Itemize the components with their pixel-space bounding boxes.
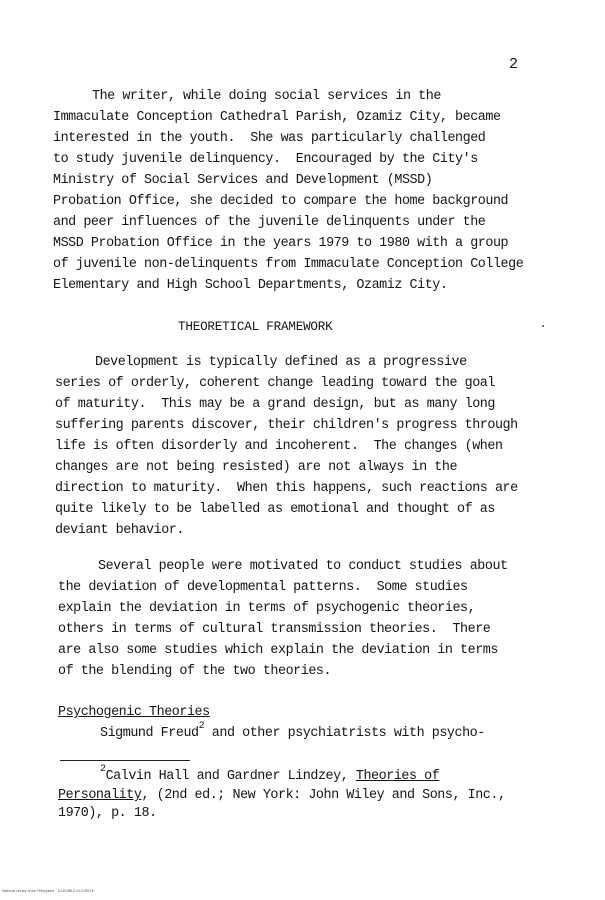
footnote-line-2 <box>58 788 506 803</box>
footnote-publisher: , (2nd ed.; New York: John Wiley and Sons, Inc., <box>141 788 506 803</box>
footnote-line-3: 1970), p. 18. <box>58 806 157 821</box>
footnote-marker: 2 <box>100 764 106 775</box>
text-line: the deviation of developmental patterns. Some studies <box>58 580 468 595</box>
text-line: Several people were motivated to conduct studies about <box>98 559 508 574</box>
footnote-title-part2: Personality <box>58 788 142 803</box>
text-line: Immaculate Conception Cathedral Parish, Ozamiz City, became <box>53 110 501 125</box>
scan-speck <box>542 325 544 327</box>
text-line: of juvenile non-delinquents from Immaculate Conception College <box>53 257 524 272</box>
section-heading: THEORETICAL FRAMEWORK <box>178 320 333 334</box>
footnote-line-1 <box>100 764 440 784</box>
scan-footer: National Library of the Philippines ILLEGIBLE ILLEGIBLE <box>2 889 95 893</box>
freud-text-rest: and other psychiatrists with psycho- <box>204 726 485 741</box>
text-line: interested in the youth. She was particularly challenged <box>53 131 486 146</box>
page-number: 2 <box>509 56 519 73</box>
text-line: MSSD Probation Office in the years 1979 to 1980 with a group <box>53 236 509 251</box>
text-line: Development is typically defined as a progressive <box>95 355 467 370</box>
text-line: to study juvenile delinquency. Encouraged by the City's <box>53 152 478 167</box>
text-line: of the blending of the two theories. <box>58 664 332 679</box>
text-line: direction to maturity. When this happens, such reactions are <box>55 481 518 496</box>
text-line: Elementary and High School Departments, Ozamiz City. <box>53 278 448 293</box>
text-line: Probation Office, she decided to compare the home background <box>53 194 509 209</box>
text-line: and peer influences of the juvenile delinquents under the <box>53 215 486 230</box>
text-line: of maturity. This may be a grand design, but as many long <box>55 397 495 412</box>
subheading: Psychogenic Theories <box>58 705 210 720</box>
text-line: explain the deviation in terms of psychogenic theories, <box>58 601 476 616</box>
footnote-title-part1: Theories of <box>355 769 440 784</box>
text-line: series of orderly, coherent change leading toward the goal <box>55 376 495 391</box>
footnote-authors: Calvin Hall and Gardner Lindzey, <box>105 769 356 784</box>
footnote-ref: 2 <box>198 721 205 732</box>
text-line: quite likely to be labelled as emotional and thought of as <box>55 502 495 517</box>
text-line: changes are not being resisted) are not always in the <box>55 460 458 475</box>
footnote-divider <box>60 760 190 761</box>
text-line: The writer, while doing social services in the <box>92 89 441 104</box>
text-line: life is often disorderly and incoherent. The changes (when <box>55 439 503 454</box>
text-line: Ministry of Social Services and Development (MSSD) <box>53 173 433 188</box>
freud-line <box>100 721 485 742</box>
text-line: are also some studies which explain the deviation in terms <box>58 643 498 658</box>
text-line: deviant behavior. <box>55 523 184 538</box>
text-line: suffering parents discover, their children's progress through <box>55 418 518 433</box>
freud-text: Sigmund Freud <box>100 726 199 741</box>
text-line: others in terms of cultural transmission theories. There <box>58 622 491 637</box>
